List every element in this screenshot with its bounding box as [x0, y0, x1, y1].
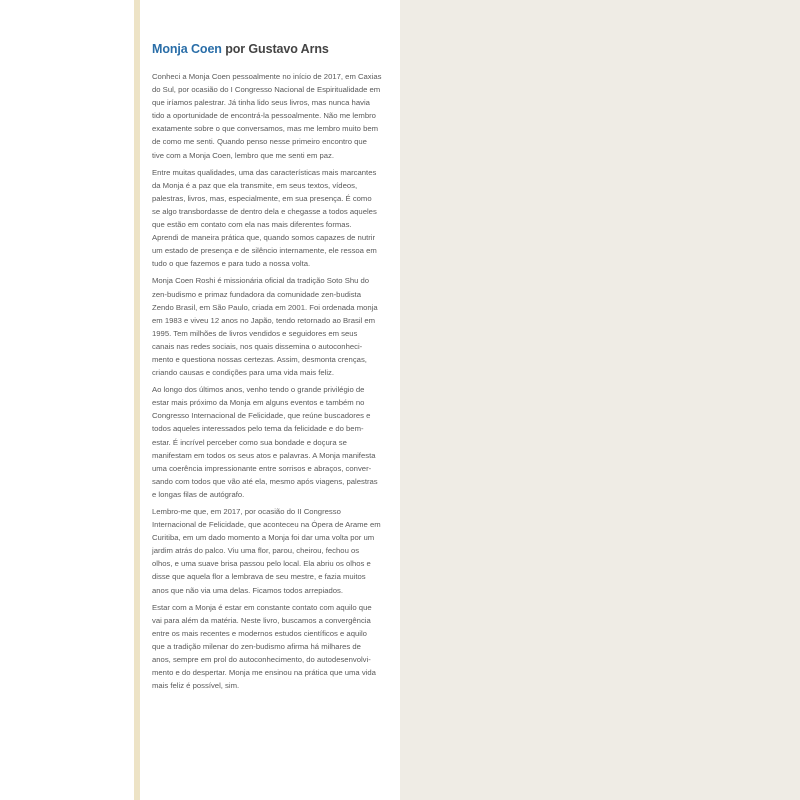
text-line: estar. É incrível perceber como sua bondade e doçura se	[152, 437, 347, 447]
text-line: todos aqueles interessados pelo tema da felicidade e do bem-	[152, 424, 364, 434]
text-line: uma coerência impressionante entre sorrisos e abraços, conver-	[152, 463, 372, 473]
article-body	[152, 70, 396, 692]
text-line: Curitiba, em um dado momento a Monja foi dar uma volta por um	[152, 533, 375, 543]
text-line: Lembro-me que, em 2017, por ocasião do II Congresso	[152, 507, 341, 516]
text-line: que iríamos palestrar. Já tinha lido seus livros, mas nunca havia	[152, 98, 370, 108]
text-line: Ao longo dos últimos anos, venho tendo o grande privilégio de	[152, 385, 365, 395]
article-heading	[152, 41, 396, 57]
text-line: tudo o que fazemos e para tudo a nossa volta.	[152, 259, 311, 269]
paragraph	[152, 601, 396, 693]
text-line: estar mais próximo da Monja em alguns eventos e também no	[152, 398, 365, 408]
text-line: 1995. Tem milhões de livros vendidos e seguidores em seus	[152, 328, 358, 338]
text-line: tive com a Monja Coen, lembro que me senti em paz.	[152, 150, 335, 160]
text-line: tido a oportunidade de encontrá-la pessoalmente. Não me lembro	[152, 111, 376, 121]
text-line: manifestam em todos os seus atos e palavras. A Monja manifesta	[152, 450, 376, 460]
text-line: do Sul, por ocasião do I Congresso Nacional de Espiritualidade em	[152, 85, 381, 95]
paragraph	[152, 383, 396, 501]
paragraph	[152, 166, 396, 271]
text-line: Entre muitas qualidades, uma das características mais marcantes	[152, 167, 377, 177]
text-line: jardim atrás do palco. Viu uma flor, parou, cheirou, fechou os	[152, 546, 360, 556]
text-line: olhos, e uma suave brisa passou pelo local. Ela abriu os olhos e	[152, 559, 371, 569]
text-line: um estado de presença e de silêncio internamente, ele ressoa em	[152, 246, 377, 256]
text-line: e longas filas de autógrafo.	[152, 489, 245, 499]
text-line: Conheci a Monja Coen pessoalmente no início de 2017, em Caxias	[152, 72, 382, 81]
text-line: Internacional de Felicidade, que aconteceu na Ópera de Arame em	[152, 520, 381, 530]
left-page	[140, 0, 400, 800]
text-line: disse que aquela flor a lembrava de seu mestre, e fazia muitos	[152, 572, 366, 582]
text-line: exatamente sobre o que conversamos, mas me lembro muito bem	[152, 124, 379, 134]
text-line: em 1983 e viveu 12 anos no Japão, tendo retornado ao Brasil em	[152, 315, 376, 325]
text-line: se algo transbordasse de dentro dela e chegasse a todos aqueles	[152, 206, 377, 216]
text-line: palestras, livros, mas, especialmente, em sua presença. É como	[152, 193, 372, 203]
text-line: mento e questiona nossas certezas. Assim, desmonta crenças,	[152, 354, 367, 364]
text-line: Monja Coen Roshi é missionária oficial da tradição Soto Shu do	[152, 276, 370, 286]
heading-name: Monja Coen	[152, 42, 222, 56]
text-line: mento e do despertar. Monja me ensinou na prática que uma vida	[152, 668, 376, 678]
text-line: Congresso Internacional de Felicidade, que reúne buscadores e	[152, 411, 371, 421]
text-line: criando causas e condições para uma vida mais feliz.	[152, 368, 335, 378]
text-line: entre os mais recentes e modernos estudos científicos e aquilo	[152, 628, 367, 638]
text-line: Zendo Brasil, em São Paulo, criada em 2001. Foi ordenada monja	[152, 302, 378, 312]
text-line: de como me senti. Quando penso nesse primeiro encontro que	[152, 137, 367, 147]
article	[152, 41, 396, 696]
paragraph	[152, 505, 396, 597]
text-line: que estão em contato com ela nas mais diferentes formas.	[152, 220, 352, 230]
text-line: canais nas redes sociais, nos quais dissemina o autoconheci-	[152, 341, 363, 351]
text-line: que a tradição milenar do zen-budismo afirma há milhares de	[152, 641, 361, 651]
text-line: mais feliz é possível, sim.	[152, 681, 240, 691]
text-line: Estar com a Monja é estar em constante contato com aquilo que	[152, 602, 372, 612]
right-page	[400, 0, 800, 800]
paragraph	[152, 274, 396, 379]
heading-byline: por Gustavo Arns	[225, 42, 329, 56]
paragraph	[152, 70, 396, 162]
text-line: da Monja é a paz que ela transmite, em seus textos, vídeos,	[152, 180, 358, 190]
text-line: anos, sempre em prol do autoconhecimento, do autodesenvolvi-	[152, 655, 371, 665]
text-line: zen-budismo e primaz fundadora da comunidade zen-budista	[152, 289, 361, 299]
text-line: vai para além da matéria. Neste livro, buscamos a convergência	[152, 615, 371, 625]
text-line: sando com todos que vão até ela, mesmo após viagens, palestras	[152, 476, 378, 486]
text-line: anos que não via uma delas. Ficamos todos arrepiados.	[152, 585, 344, 595]
text-line: Aprendi de maneira prática que, quando somos capazes de nutrir	[152, 233, 376, 243]
